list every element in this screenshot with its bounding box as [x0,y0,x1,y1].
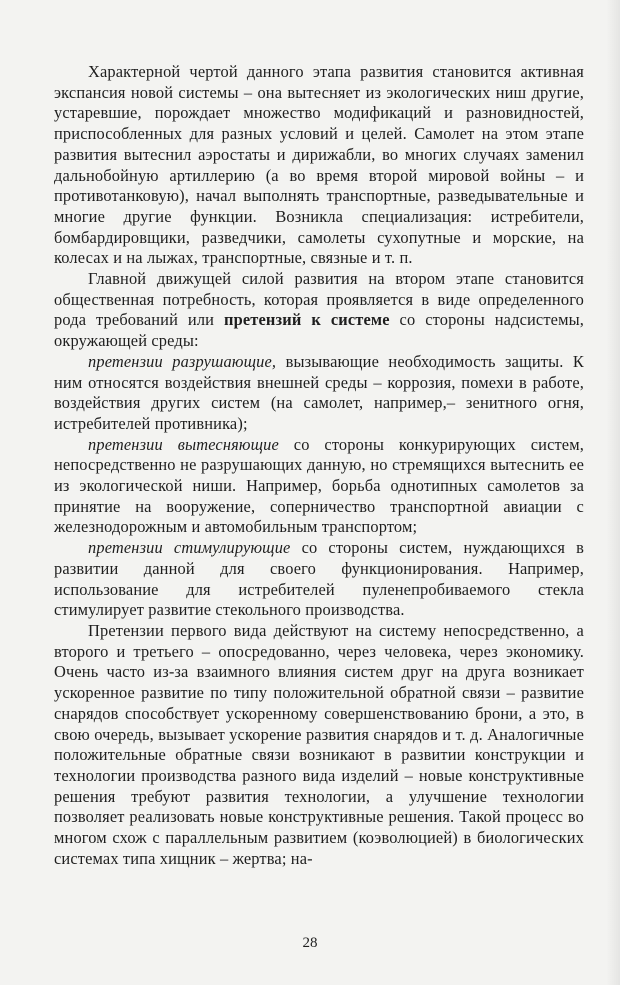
italic-term-2: претензии вытесняющие [88,434,279,454]
paragraph-3 [54,352,584,435]
italic-term-1: претензии разрушающие, [88,351,277,371]
paragraph-1: Характерной чертой данного этапа развития становится активная экспансия новой системы – она вытесняет из экологических ниш другие, устаревшие, порождает множество модификаций и разновидностей, приспособленных для разных условий и целей. Самолет на этом этапе развития вытеснил аэростаты и дирижабли, во многих случаях заменил дальнобойную артиллерию (а во время второй мировой войны – и противотанковую), начал выполнять транспортные, разведывательные и многие другие функции. Возникла специализация: истребители, бомбардировщики, разведчики, самолеты сухопутные и морские, на колесах и на лыжах, транспортные, связные и т. п. [54,62,584,268]
paragraph-4 [54,435,584,539]
page-number: 28 [302,935,318,951]
page-text [54,62,584,869]
paragraph-4-text: со стороны конкурирующих систем, непосредственно не разрушающих данную, но стремящихся вытеснить ее из экологической ниши. Например, борьба однотипных самолетов за принятие на вооружение, соперничество транспортной авиации с железнодорожным и автомобильным транспортом; [54,434,585,537]
paragraph-6: Претензии первого вида действуют на систему непосредственно, а второго и третьего – опосредованно, через человека, через экономику. Очень часто из-за взаимного влияния систем друг на друга возникает ускоренное развитие по типу положительной обратной связи – развитие снарядов способствует ускоренному совершенствованию брони, а это, в свою очередь, вызывает ускорение развития снарядов и т. д. Аналогичные положительные обратные связи возникают в развитии конструкции и технологии производства разного вида изделий – новые конструктивные решения требуют развития технологии, а улучшение технологии позволяет реализовать новые конструктивные решения. Такой процесс во многом схож с параллельным развитием (коэволюцией) в биологических системах типа хищник – жертва; на- [54,620,584,868]
paragraph-2-tail: со стороны надсистемы, окружающей среды: [54,310,585,351]
paragraph-5-text: со стороны систем, нуждающихся в развитии данной для своего функционирования. Например, использование для истребителей пуленепробиваемого стекла стимулирует развитие стекольного производства. [54,538,585,620]
paragraph-3-text: вызывающие необходимость защиты. К ним относятся воздействия внешней среды – коррозия, помехи в работе, воздействия других систем (на самолет, например,– зенитного огня, истребителей противника); [54,351,585,433]
italic-term-3: претензии стимулирующие [88,538,291,558]
paragraph-2-text: Главной движущей силой развития на втором этапе становится общественная потребность, которая проявляется в виде определенного рода требований или [54,269,584,330]
page-edge-shadow [606,0,620,985]
paragraph-5 [54,538,584,621]
paragraph-2 [54,269,584,352]
bold-term: претензий к системе [224,310,390,330]
